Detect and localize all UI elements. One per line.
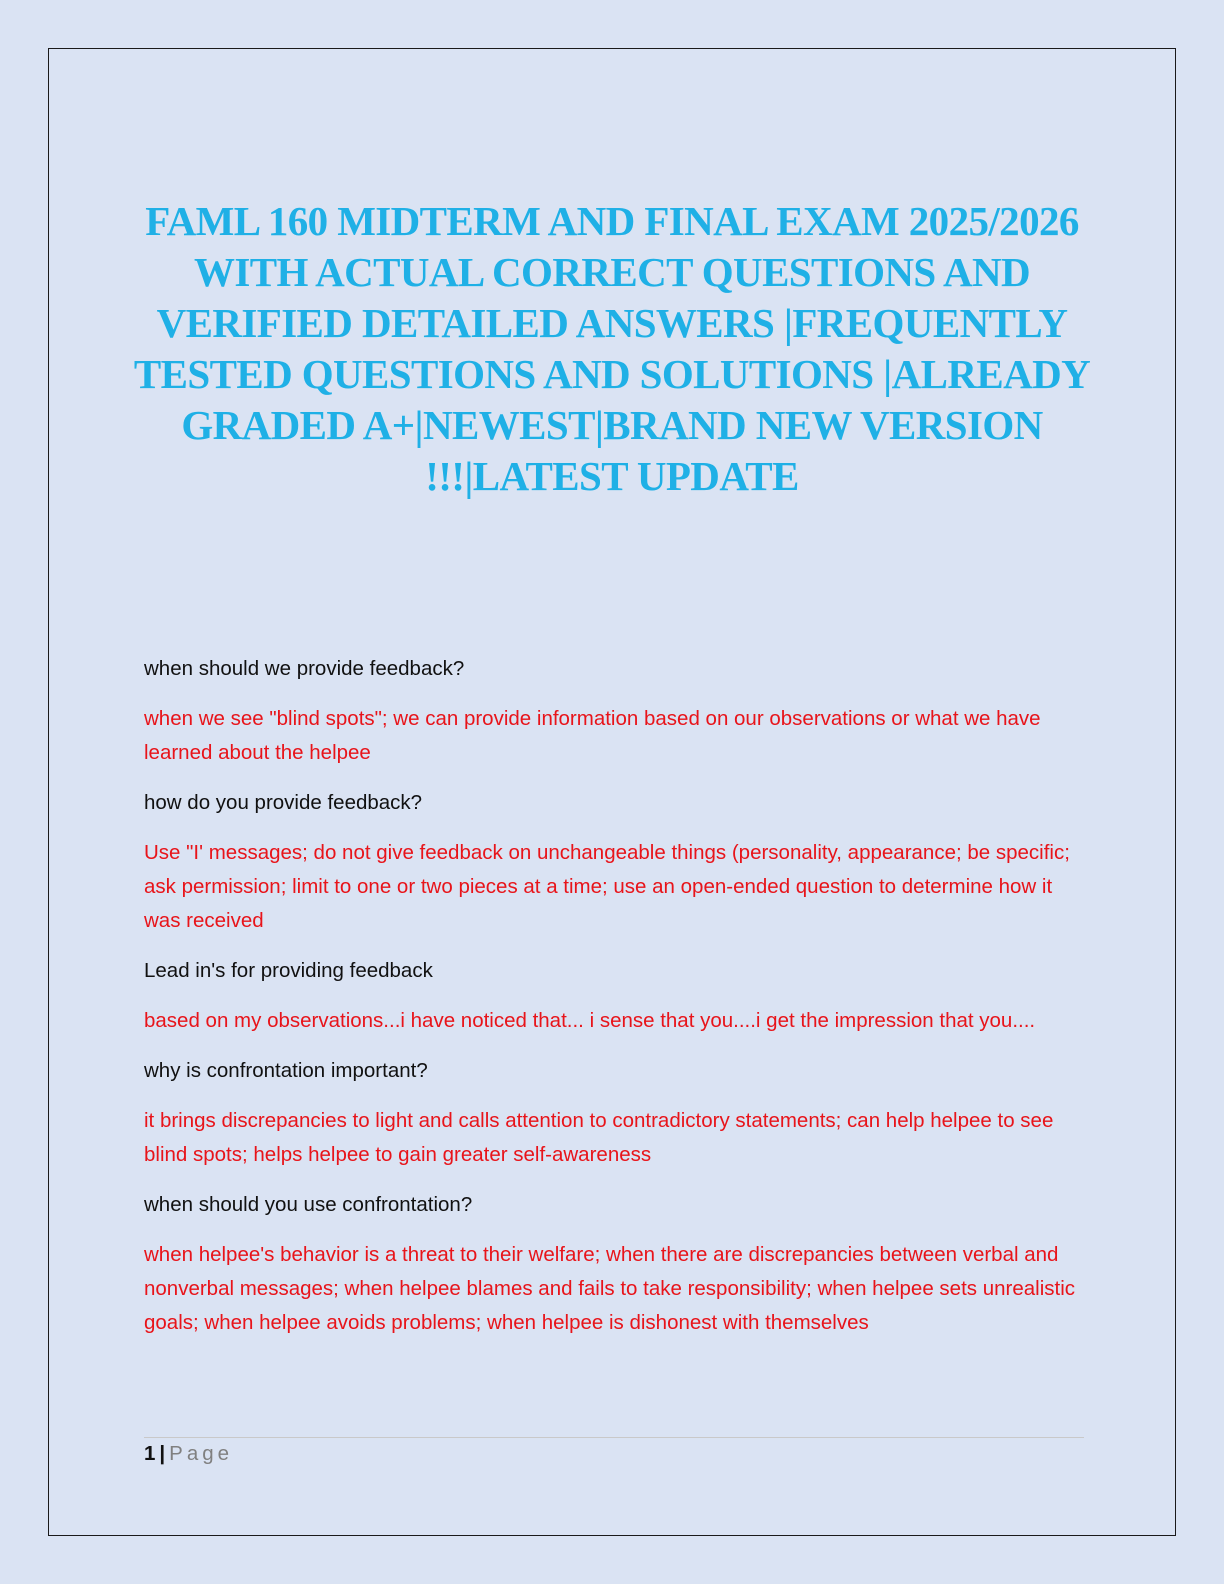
question-2: how do you provide feedback? [144, 791, 423, 814]
answer-4: it brings discrepancies to light and calls attention to contradictory statements; can help helpee to see blind spots; helps helpee to gain greater self-awareness [144, 1109, 1054, 1166]
answer-2: Use "I' messages; do not give feedback on unchangeable things (personality, appearance; be specific; ask permission; limit to one or two pieces at a time; use an open-ended question to determine how it was received [144, 841, 1070, 932]
footer-separator: | [159, 1442, 166, 1465]
footer-rule [144, 1437, 1084, 1438]
question-4: why is confrontation important? [144, 1059, 428, 1082]
answer-3: based on my observations...i have noticed that... i sense that you....i get the impression that you.... [144, 1009, 1036, 1032]
page-label: Page [169, 1442, 234, 1465]
document-title: FAML 160 MIDTERM AND FINAL EXAM 2025/2026 WITH ACTUAL CORRECT QUESTIONS AND VERIFIED DETAILED ANSWERS |FREQUENTLY TESTED QUESTIONS AND SOLUTIONS |ALREADY GRADED A+|NEWEST|BRAND NEW VERSION !!!|LATEST UPDATE [133, 198, 1091, 499]
question-5: when should you use confrontation? [144, 1193, 473, 1216]
qa-list [144, 652, 1084, 1356]
answer-1: when we see "blind spots"; we can provide information based on our observations or what we have learned about the helpee [144, 707, 1041, 764]
question-1: when should we provide feedback? [144, 657, 465, 680]
question-3: Lead in's for providing feedback [144, 959, 433, 982]
answer-5: when helpee's behavior is a threat to their welfare; when there are discrepancies between verbal and nonverbal messages; when helpee blames and fails to take responsibility; when helpee sets unrealistic goals; when helpee avoids problems; when helpee is dishonest with themselves [144, 1243, 1076, 1334]
page-number: 1 [144, 1442, 156, 1465]
page-footer [144, 1440, 233, 1468]
